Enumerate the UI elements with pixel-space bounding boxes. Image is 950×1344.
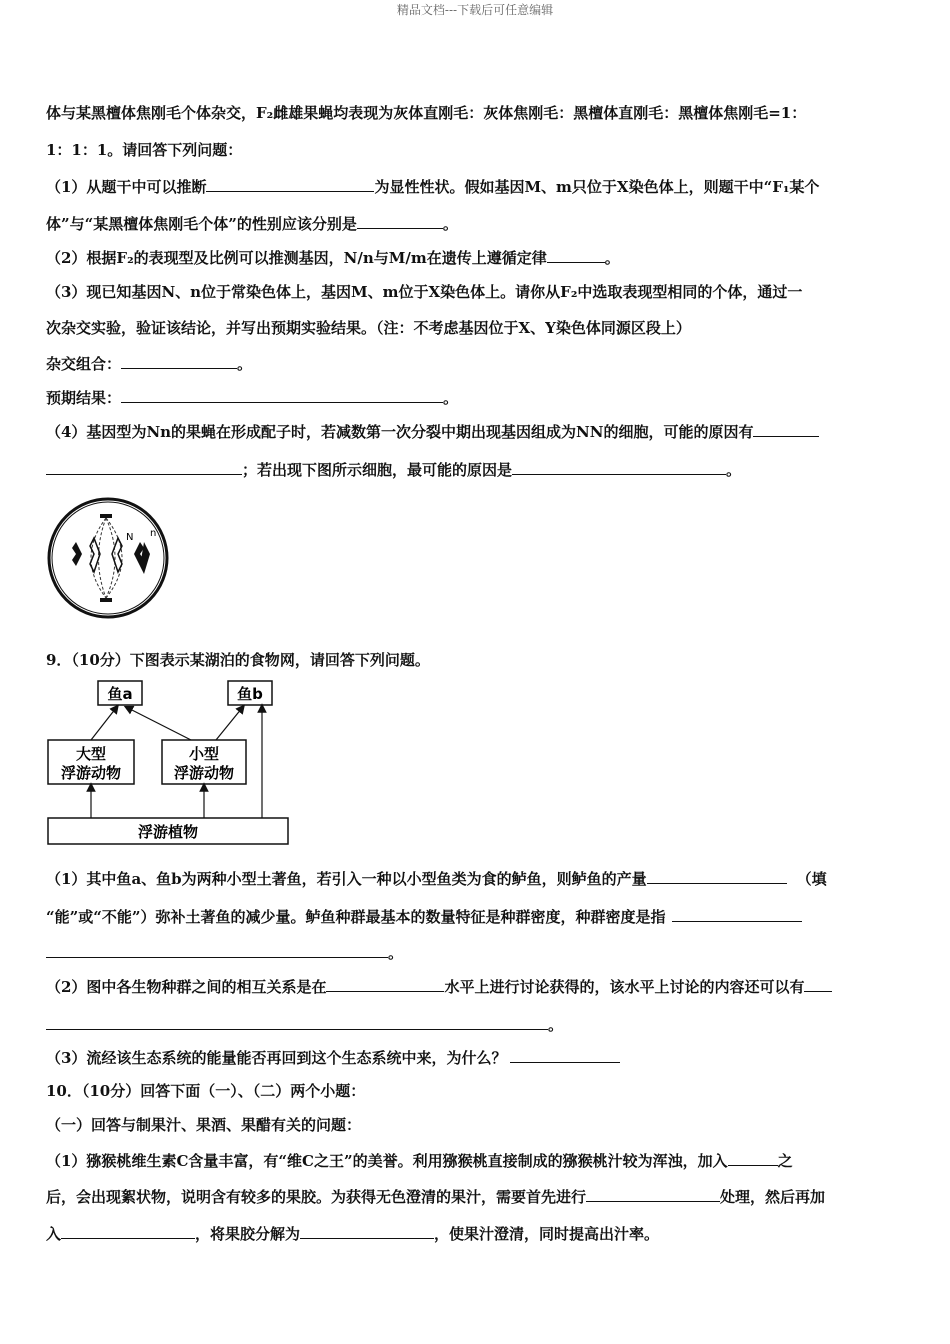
chromosome-1 [72,542,82,566]
q9-p1-text: （1）其中鱼a、鱼b为两种小型土著鱼，若引入一种以小型鱼类为食的鲈鱼，则鲈鱼的产量 [46,870,647,888]
q10-p1-text-e: ，将果胶分解为 [195,1225,301,1243]
q8-p1-text-c: 体”与“某黑檀体焦刚毛个体”的性别应该分别是 [46,215,357,233]
centrosomes [100,514,112,602]
answer-blank[interactable] [206,176,374,192]
answer-blank[interactable] [753,421,819,437]
q10-p1-line-2 [46,1186,916,1207]
q10-p1-text-b: 后，会出现絮状物，说明含有较多的果胶。为获得无色澄清的果汁，需要首先进行 [46,1188,587,1206]
q9-p1-text-b: “能”或“不能”）弥补土著鱼的减少量。鲈鱼种群最基本的数量特征是种群密度，种群密度是指 [46,908,666,926]
chromosomes [72,538,150,574]
q10-p1-line-1 [46,1150,916,1171]
large-zooplankton-label-2: 浮游动物 [60,764,122,782]
q8-line-5 [46,247,916,268]
q8-line-8 [46,353,916,374]
food-web-diagram [46,678,296,850]
fish-b-label: 鱼b [237,685,263,703]
q9-p1-end: （填 [796,870,827,888]
result-label: 预期结果： [46,389,122,407]
q8-p2-text: （2）根据F₂的表现型及比例可以推测基因，N/n与M/m在遗传上遵循定律 [46,249,547,267]
q10-title: 10．（10分）回答下面（一）、（二）两个小题： [46,1082,366,1100]
page-header: 精品文档---下载后可任意编辑 [396,3,554,17]
answer-blank[interactable] [121,353,237,369]
q8-line-4 [46,213,916,234]
q9-p1-line-3 [46,942,916,963]
large-zooplankton-label-1: 大型 [75,745,107,763]
q8-line-1: 体与某黑檀体焦刚毛个体杂交，F₂雌雄果蝇均表现为灰体直刚毛：灰体焦刚毛：黑檀体直刚毛：黑檀体焦刚毛=1： [46,104,807,122]
q9-p1-line-1 [46,868,916,889]
answer-blank[interactable] [547,247,605,263]
cross-label: 杂交组合： [46,355,122,373]
answer-blank[interactable] [510,1047,620,1063]
result-end: 。 [443,389,459,407]
fish-a-label: 鱼a [107,685,133,703]
q8-p4-end: 。 [726,461,742,479]
answer-blank[interactable] [46,459,242,475]
phytoplankton-label: 浮游植物 [137,823,199,841]
q9-p1-dot: 。 [388,944,404,962]
answer-blank[interactable] [300,1223,434,1239]
small-zooplankton-label-2: 浮游动物 [173,764,235,782]
answer-blank[interactable] [586,1186,720,1202]
q8-p1-text-d: 。 [442,215,458,233]
q8-line-9 [46,387,916,408]
answer-blank[interactable] [672,906,802,922]
answer-blank[interactable] [647,868,787,884]
q10-p1-line-3 [46,1223,916,1244]
spindle-fibers [91,518,122,598]
q9-p2-line-1 [46,976,916,997]
q10-p1-text: （1）猕猴桃维生素C含量丰富，有“维C之王”的美誉。利用猕猴桃直接制成的猕猴桃汁较为浑浊，加入 [46,1152,728,1170]
q8-p4-text: （4）基因型为Nn的果蝇在形成配子时，若减数第一次分裂中期出现基因组成为NN的细胞，可能的原因有 [46,423,754,441]
q8-line-6: （3）现已知基因N、n位于常染色体上，基因M、m位于X染色体上。请你从F₂中选取表现型相同的个体，通过一 [46,283,803,301]
q9-p1-line-2 [46,906,916,927]
small-zooplankton-label-1: 小型 [188,745,220,763]
q8-line-10 [46,421,916,442]
q9-p2-text-b: 水平上进行讨论获得的，该水平上讨论的内容还可以有 [444,978,805,996]
answer-blank[interactable] [326,976,444,992]
q9-p3-line [46,1047,916,1068]
answer-blank[interactable] [512,459,726,475]
q10-p1-text-f: ，使果汁澄清，同时提高出汁率。 [434,1225,660,1243]
q9-title: 9．（10分）下图表示某湖泊的食物网，请回答下列问题。 [46,651,430,669]
q8-p2-end: 。 [604,249,620,267]
q8-line-11 [46,459,916,480]
answer-blank[interactable] [46,1014,548,1030]
q8-line-3 [46,176,916,197]
answer-blank[interactable] [728,1150,778,1166]
q8-p1-text-a: （1）从题干中可以推断 [46,178,207,196]
q8-line-2: 1：1：1。请回答下列问题： [46,141,243,159]
answer-blank[interactable] [46,942,388,958]
gene-label-n: n [150,528,157,539]
cross-end: 。 [237,355,253,373]
q9-p2-line-2 [46,1014,916,1035]
answer-blank[interactable] [121,387,443,403]
q9-p2-dot: 。 [548,1016,564,1034]
answer-blank[interactable] [61,1223,195,1239]
q10-sub1: （一）回答与制果汁、果酒、果醋有关的问题： [46,1116,362,1134]
q9-p2-text: （2）图中各生物种群之间的相互关系是在 [46,978,327,996]
q10-p1-text-c: 处理，然后再加 [720,1188,826,1206]
q8-p1-text-b: 为显性性状。假如基因M、m只位于X染色体上，则题干中“F₁某个 [374,178,820,196]
answer-blank[interactable] [357,213,443,229]
q8-p4-text-b: ；若出现下图所示细胞，最可能的原因是 [242,461,513,479]
gene-label-N: N [126,532,134,543]
q10-p1-text-d: 入 [46,1225,62,1243]
cell-division-diagram [46,494,176,624]
answer-blank[interactable] [804,976,832,992]
q10-p1-end: 之 [777,1152,793,1170]
q9-p3-text: （3）流经该生态系统的能量能否再回到这个生态系统中来，为什么？ [46,1049,507,1067]
q8-line-7: 次杂交实验，验证该结论，并写出预期实验结果。（注：不考虑基因位于X、Y染色体同源区段上） [46,319,691,337]
